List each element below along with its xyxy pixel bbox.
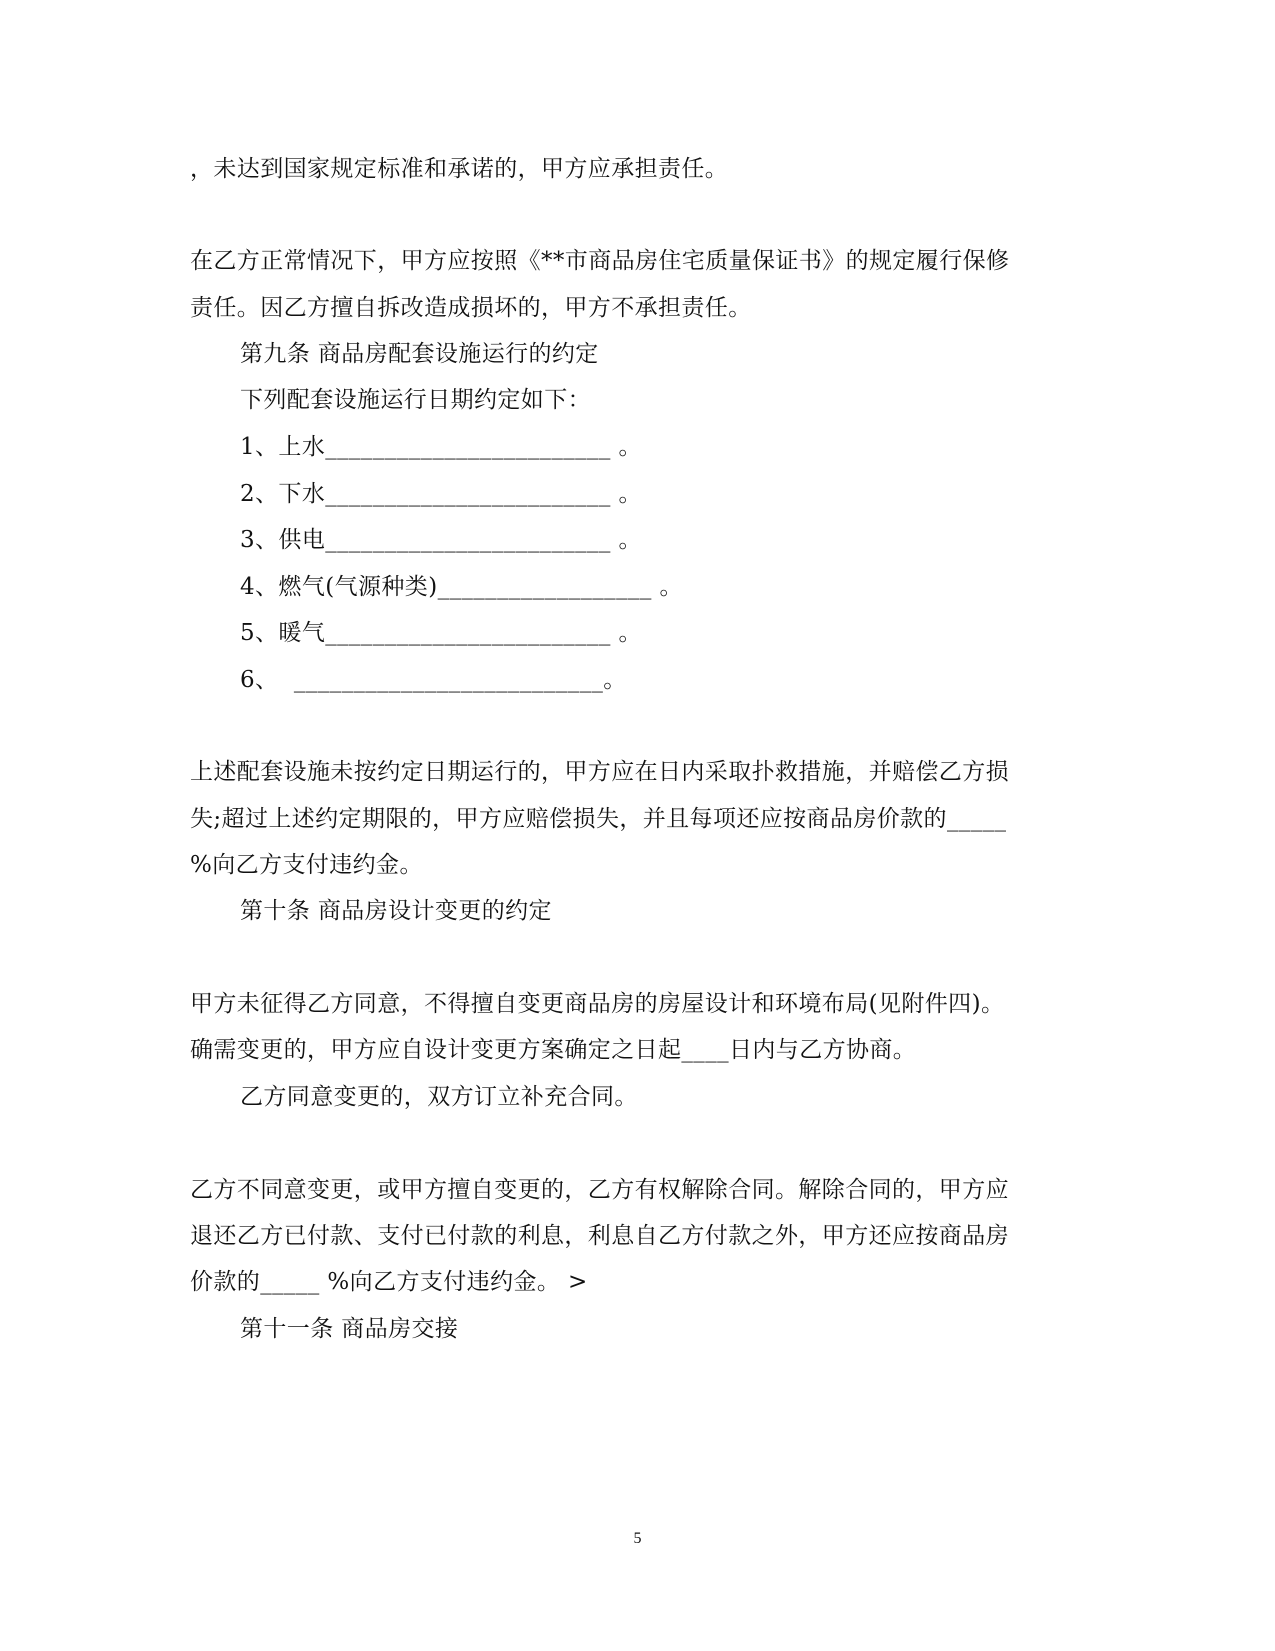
section-heading: 第十一条 商品房交接 (240, 1316, 459, 1342)
text-line: 下列配套设施运行日期约定如下： (240, 387, 591, 413)
list-item: 3、供电________________________ 。 (240, 527, 642, 553)
text-line: 乙方同意变更的，双方订立补充合同。 (240, 1084, 638, 1110)
section-heading: 第九条 商品房配套设施运行的约定 (240, 341, 599, 367)
text-line: 在乙方正常情况下，甲方应按照《**市商品房住宅质量保证书》的规定履行保修 (190, 248, 1010, 274)
text-line: 失;超过上述约定期限的，甲方应赔偿损失，并且每项还应按商品房价款的_____ (190, 806, 1007, 832)
page-number: 5 (633, 1530, 642, 1547)
text-line: 上述配套设施未按约定日期运行的，甲方应在日内采取扑救措施，并赔偿乙方损 (190, 759, 1009, 785)
text-line: 乙方不同意变更，或甲方擅自变更的，乙方有权解除合同。解除合同的，甲方应 (190, 1177, 1009, 1203)
text-line: ，未达到国家规定标准和承诺的，甲方应承担责任。 (190, 156, 729, 182)
text-line: 确需变更的，甲方应自设计变更方案确定之日起____日内与乙方协商。 (190, 1037, 917, 1063)
text-line: 价款的_____ %向乙方支付违约金。 > (190, 1269, 588, 1295)
list-item: 1、上水________________________ 。 (240, 434, 642, 460)
text-line: %向乙方支付违约金。 (190, 852, 423, 878)
text-line: 责任。因乙方擅自拆改造成损坏的，甲方不承担责任。 (190, 295, 752, 321)
list-item: 6、 __________________________。 (240, 667, 627, 693)
text-line: 退还乙方已付款、支付已付款的利息，利息自乙方付款之外，甲方还应按商品房 (190, 1223, 1009, 1249)
list-item: 4、燃气(气源种类)__________________ 。 (240, 574, 683, 600)
section-heading: 第十条 商品房设计变更的约定 (240, 898, 552, 924)
text-line: 甲方未征得乙方同意，不得擅自变更商品房的房屋设计和环境布局(见附件四)。 (190, 991, 1005, 1017)
list-item: 2、下水________________________ 。 (240, 481, 642, 507)
list-item: 5、暖气________________________ 。 (240, 620, 642, 646)
